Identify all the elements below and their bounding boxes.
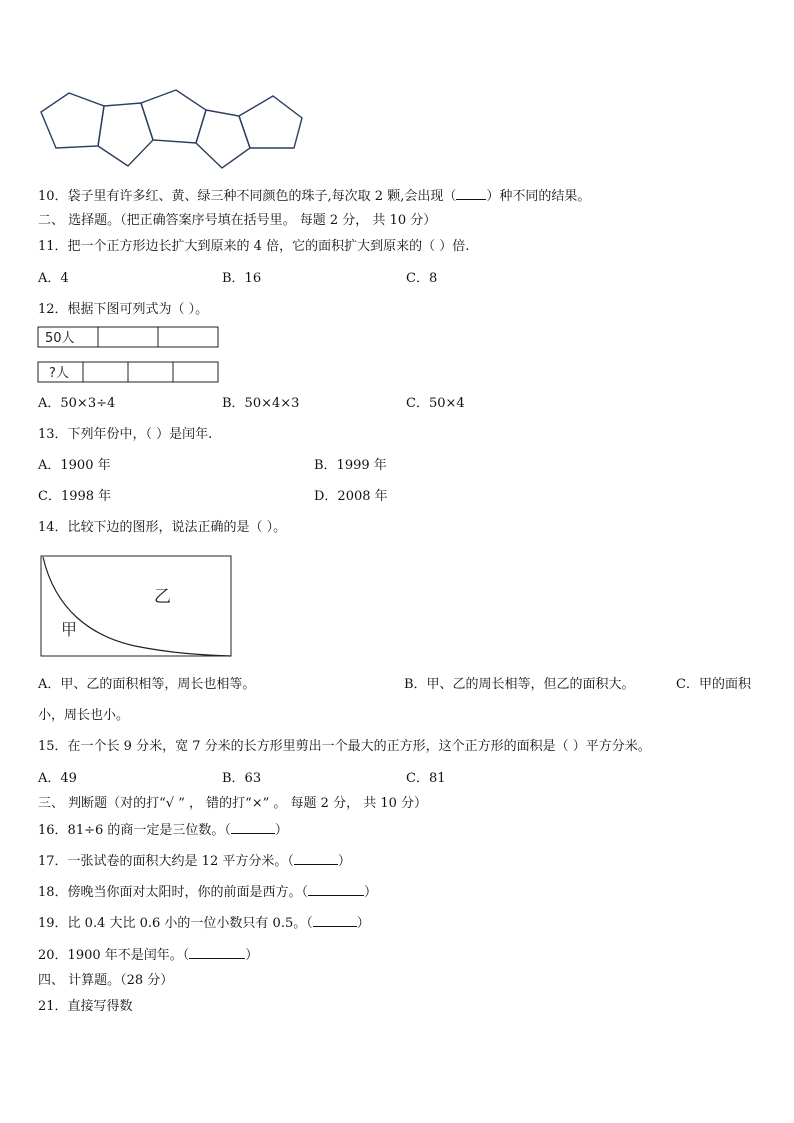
q14-option-a[interactable]: A．甲、乙的面积相等，周长也相等。 [38, 677, 256, 692]
q14-option-c[interactable]: C．甲的面积 [676, 677, 751, 692]
question-14: 14．比较下边的图形，说法正确的是（ ）。 [38, 520, 287, 535]
q12-option-b[interactable]: B．50×4×3 [222, 396, 300, 411]
section-3-heading: 三、 判断题（对的打“√ ” ， 错的打“×” 。 每题 2 分， 共 10 分） [38, 796, 428, 811]
q15-option-c[interactable]: C．81 [406, 771, 446, 786]
pentagon-3 [141, 90, 206, 143]
dividing-curve [43, 557, 231, 656]
question-11: 11．把一个正方形边长扩大到原来的 4 倍，它的面积扩大到原来的（ ）倍. [38, 239, 470, 254]
q14-option-b[interactable]: B．甲、乙的周长相等，但乙的面积大。 [404, 677, 635, 692]
question-12: 12．根据下图可列式为（ ）。 [38, 302, 209, 317]
question-16: 16．81÷6 的商一定是三位数。（ ） [38, 823, 288, 838]
q13-option-d[interactable]: D．2008 年 [314, 489, 388, 504]
answer-blank-20[interactable] [189, 946, 245, 959]
q11-option-b[interactable]: B．16 [222, 271, 262, 286]
question-15: 15．在一个长 9 分米，宽 7 分米的长方形里剪出一个最大的正方形，这个正方形的面积是（ ）平方分米。 [38, 739, 651, 754]
q13-option-a[interactable]: A．1900 年 [38, 458, 111, 473]
q11-option-a[interactable]: A．4 [38, 271, 69, 286]
question-19: 19．比 0.4 大比 0.6 小的一位小数只有 0.5。（ ） [38, 916, 370, 931]
q14-option-c-continued: 小，周长也小。 [38, 708, 130, 723]
question-21: 21．直接写得数 [38, 999, 133, 1014]
answer-blank-17[interactable] [294, 852, 338, 865]
segment-diagram [37, 326, 221, 384]
q12-option-a[interactable]: A．50×3÷4 [38, 396, 116, 411]
question-20: 20．1900 年不是闰年。（ ） [38, 948, 259, 963]
section-2-heading: 二、 选择题。（把正确答案序号填在括号里。 每题 2 分， 共 10 分） [38, 213, 437, 228]
answer-blank-19[interactable] [313, 914, 357, 927]
region-label-jia: 甲 [61, 620, 78, 639]
pentagon-4 [196, 110, 250, 168]
segment-label-50: 50人 [45, 331, 75, 346]
answer-blank-18[interactable] [308, 883, 364, 896]
section-4-heading: 四、 计算题。（28 分） [38, 973, 174, 988]
q15-option-a[interactable]: A．49 [38, 771, 77, 786]
curve-rectangle-figure [40, 554, 234, 660]
answer-blank-16[interactable] [231, 821, 275, 834]
question-10: 10．袋子里有许多红、黄、绿三种不同颜色的珠子,每次取 2 颗,会出现（ ）种不同的结果。 [38, 189, 591, 204]
pentagon-chain-figure [36, 88, 308, 172]
answer-blank-10[interactable] [456, 187, 486, 200]
question-17: 17．一张试卷的面积大约是 12 平方分米。（ ） [38, 854, 351, 869]
question-13: 13．下列年份中，（ ）是闰年. [38, 427, 213, 442]
pentagon-1 [41, 93, 104, 148]
segment-label-unknown: ?人 [49, 366, 69, 381]
pentagon-5 [239, 96, 302, 148]
q12-option-c[interactable]: C．50×4 [406, 396, 465, 411]
q13-option-b[interactable]: B．1999 年 [314, 458, 387, 473]
question-18: 18．傍晚当你面对太阳时，你的前面是西方。（ ） [38, 885, 378, 900]
q13-option-c[interactable]: C．1998 年 [38, 489, 112, 504]
q11-option-c[interactable]: C．8 [406, 271, 438, 286]
region-label-yi: 乙 [154, 587, 171, 607]
q15-option-b[interactable]: B．63 [222, 771, 262, 786]
